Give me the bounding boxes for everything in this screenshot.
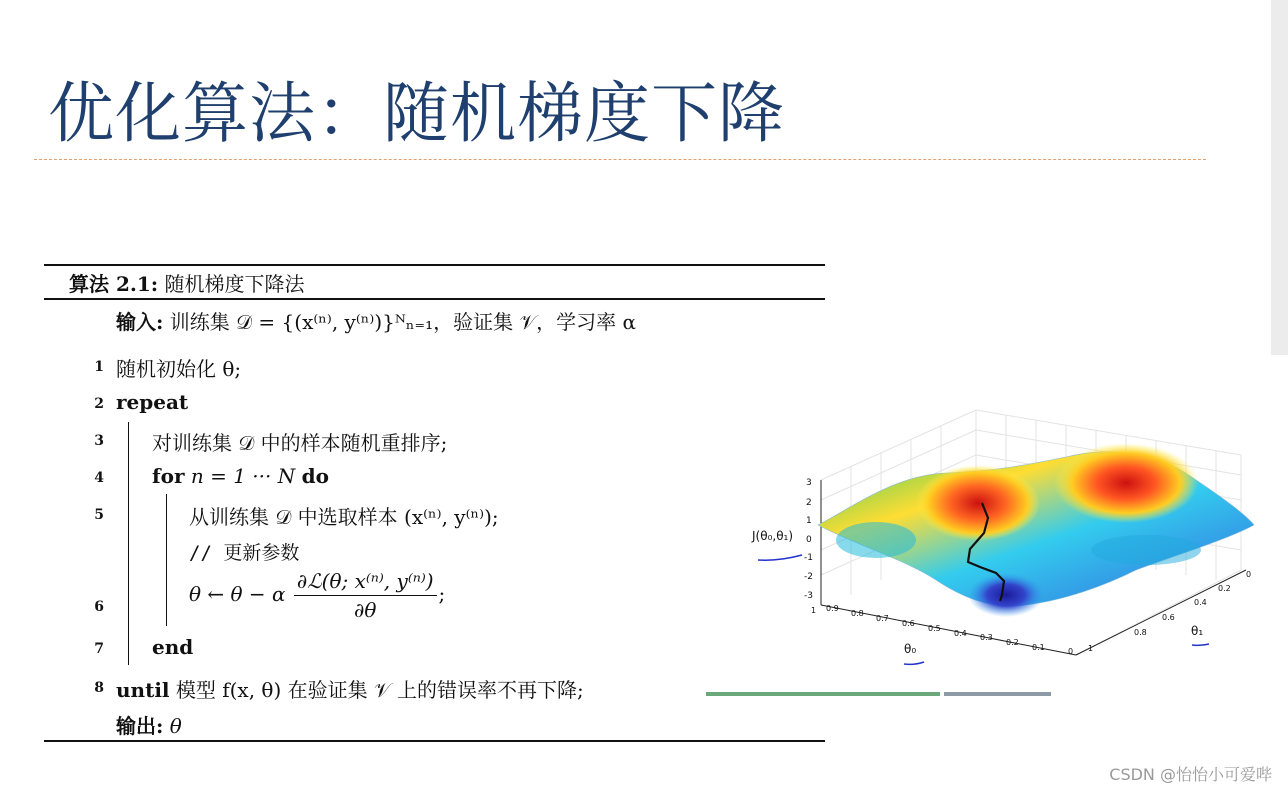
y-tick: 0.4 [1194, 598, 1207, 607]
slide-title: 优化算法：随机梯度下降 [48, 75, 785, 152]
x-ticks [811, 604, 1073, 656]
x-axis-label: θ₀ [904, 642, 917, 656]
keyword-until: until [116, 678, 170, 702]
x-tick: 0.3 [980, 633, 993, 642]
y-axis-label: θ₁ [1191, 624, 1204, 638]
z-tick: -3 [804, 591, 813, 601]
z-tick: 3 [806, 478, 812, 488]
x-tick: 1 [811, 606, 817, 615]
line-number: 4 [94, 470, 104, 486]
z-tick: 2 [806, 498, 812, 508]
y-tick: 0 [1246, 570, 1252, 579]
until-condition: 模型 f(x, θ) 在验证集 𝒱 上的错误率不再下降; [175, 678, 584, 702]
header-rule [44, 298, 825, 300]
title-divider [34, 159, 1206, 160]
comment-text: // 更新参数 [189, 542, 300, 564]
line-number: 3 [94, 433, 104, 449]
watermark: CSDN @怡怡小可爱哔 [1109, 765, 1272, 784]
fraction-numerator: ∂ℒ(θ; x⁽ⁿ⁾, y⁽ⁿ⁾) [294, 569, 437, 596]
x-tick: 0.5 [928, 624, 941, 633]
output-label: 输出: [116, 714, 164, 738]
top-rule [44, 264, 825, 266]
keyword-repeat: repeat [116, 390, 189, 414]
algorithm-header [69, 268, 305, 297]
fraction-denominator: ∂θ [354, 598, 377, 622]
input-text: 训练集 𝒟 = {(x⁽ⁿ⁾, y⁽ⁿ⁾)}ᴺₙ₌₁，验证集 𝒱，学习率 α [169, 310, 636, 334]
input-line [116, 306, 636, 335]
scrollbar-track[interactable] [1271, 0, 1288, 356]
line-number: 5 [94, 507, 104, 523]
keyword-for: for [152, 464, 185, 488]
keyword-do: do [301, 464, 329, 488]
x-label-underline [904, 662, 924, 664]
line-text: 从训练集 𝒟 中选取样本 (x⁽ⁿ⁾, y⁽ⁿ⁾); [189, 505, 499, 529]
z-tick: 1 [806, 516, 812, 526]
line-text: 对训练集 𝒟 中的样本随机重排序; [152, 431, 448, 455]
y-tick: 0.2 [1218, 584, 1231, 593]
update-lhs: θ ← θ − α [189, 582, 286, 606]
z-axis-label: J(θ₀,θ₁) [752, 529, 794, 543]
for-block-bar [166, 494, 167, 626]
x-tick: 0.4 [954, 629, 967, 638]
loop-range: n = 1 ··· N [190, 464, 296, 488]
algorithm-label: 算法 2.1: [69, 272, 159, 296]
x-tick: 0.1 [1032, 643, 1045, 652]
x-tick: 0.7 [876, 614, 889, 623]
line-text [116, 674, 584, 703]
z-tick: -2 [804, 572, 813, 582]
slide-accent-bar-green [706, 692, 940, 696]
x-tick: 0.9 [826, 604, 839, 613]
z-tick: -1 [804, 553, 813, 563]
line-text: 随机初始化 θ; [116, 357, 242, 381]
line-number: 7 [94, 641, 104, 657]
output-line [116, 710, 182, 739]
y-tick: 1 [1088, 644, 1094, 653]
x-tick: 0.6 [902, 619, 915, 628]
y-tick: 0.6 [1162, 613, 1175, 622]
algorithm-name: 随机梯度下降法 [164, 272, 305, 296]
z-label-underline [758, 555, 802, 560]
update-equation [189, 569, 445, 622]
z-tick: 0 [806, 535, 812, 545]
gradient-descent-surface-plot [706, 355, 1288, 695]
y-label-underline [1192, 644, 1209, 645]
repeat-block-bar [128, 422, 129, 665]
surface-plot-svg [706, 355, 1288, 695]
slide-accent-bar-grey [944, 692, 1051, 696]
line-number: 8 [94, 680, 104, 696]
gradient-fraction [294, 569, 437, 622]
line-text [152, 464, 329, 488]
bottom-rule [44, 740, 825, 742]
line-number: 2 [94, 396, 104, 412]
line-tail: ; [438, 582, 446, 606]
line-number: 6 [94, 599, 104, 615]
keyword-end: end [152, 635, 194, 659]
surface [818, 443, 1254, 617]
x-tick: 0.2 [1006, 638, 1019, 647]
x-tick: 0 [1068, 647, 1074, 656]
output-text: θ [169, 714, 182, 738]
input-label: 输入: [116, 310, 164, 334]
line-number: 1 [94, 359, 104, 375]
y-tick: 0.8 [1134, 628, 1147, 637]
x-tick: 0.8 [851, 609, 864, 618]
y-ticks [1088, 570, 1251, 653]
z-ticks [804, 478, 813, 601]
